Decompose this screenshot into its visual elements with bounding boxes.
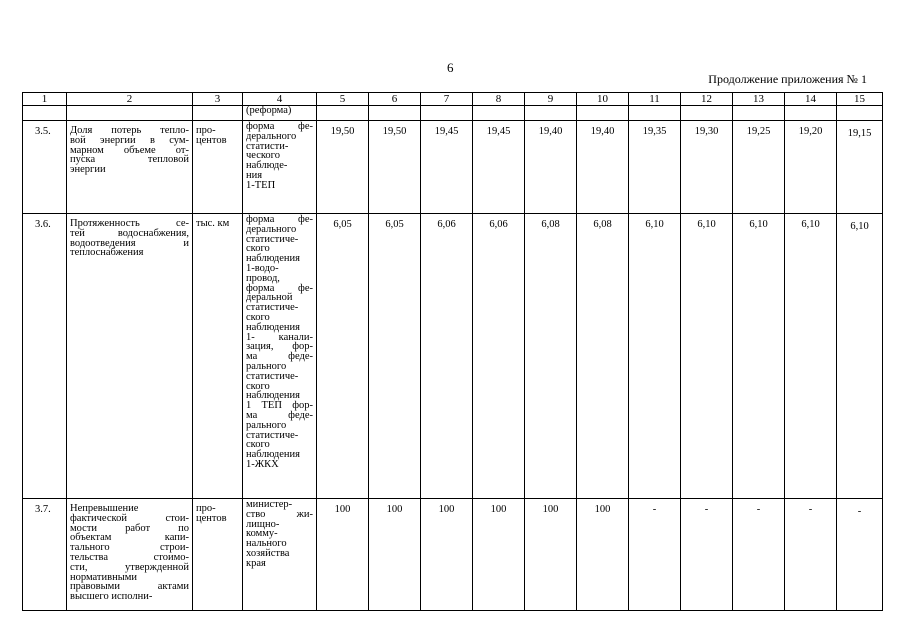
header-cell: 14 (785, 93, 837, 106)
unit-line: центов (196, 512, 227, 524)
header-cell: 3 (193, 93, 243, 106)
value-cell: 6,08 (577, 214, 629, 499)
source-cell-line: ского (246, 243, 270, 255)
indicator-name (67, 121, 193, 214)
value-cell: 19,45 (473, 121, 525, 214)
indicator-name-line: высшего исполни- (70, 591, 153, 603)
value-cell: - (837, 499, 883, 611)
continuation-cell (421, 106, 473, 121)
source-cell-line: наблюдения (246, 390, 300, 402)
value-cell: 6,10 (629, 214, 681, 499)
header-cell: 7 (421, 93, 473, 106)
value-cell: 100 (421, 499, 473, 611)
indicator-name-line: Непревышение (70, 503, 139, 514)
source-cell-line: комму- (246, 528, 278, 540)
source-cell-line: ского (246, 311, 270, 323)
header-cell: 1 (23, 93, 67, 106)
source-cell-line: статистиче- (246, 302, 299, 314)
continuation-cell (785, 106, 837, 121)
indicator-name-line: правовыми актами (70, 581, 189, 593)
row-number: 3.6. (23, 214, 67, 499)
header-cell: 15 (837, 93, 883, 106)
value-cell: 6,05 (317, 214, 369, 499)
value-cell: 19,50 (317, 121, 369, 214)
source-cell-line: ма феде- (246, 351, 313, 363)
source-cell-line: форма фе- (246, 121, 313, 132)
continuation-cell: (реформа) (243, 106, 317, 121)
source-cell-line: 1-ТЕП (246, 179, 276, 191)
value-cell: 6,10 (837, 214, 883, 499)
source-cell-line: наблюдения (246, 253, 300, 265)
source-cell-line: форма фе- (246, 214, 313, 225)
source-cell-line: статистиче- (246, 370, 299, 382)
source-cell-line: ма феде- (246, 409, 313, 421)
value-cell: 6,05 (369, 214, 421, 499)
unit-cell (193, 121, 243, 214)
continuation-cell (733, 106, 785, 121)
source-cell (243, 121, 317, 214)
source-cell (243, 214, 317, 499)
indicator-name (67, 499, 193, 611)
value-cell: 6,06 (421, 214, 473, 499)
row-number: 3.5. (23, 121, 67, 214)
indicator-name-line: водоотведения и (70, 237, 189, 249)
header-cell: 5 (317, 93, 369, 106)
value-cell: - (785, 499, 837, 611)
value-cell: 6,10 (785, 214, 837, 499)
source-cell-line: наблюдения (246, 449, 300, 461)
source-cell-line: провод, (246, 272, 280, 284)
source-cell-line: деральной (246, 292, 293, 304)
indicator-name-line: теплоснабжения (70, 247, 144, 259)
continuation-cell (681, 106, 733, 121)
source-cell-line: форма фе- (246, 282, 313, 294)
value-cell: 19,50 (369, 121, 421, 214)
indicators-table (22, 92, 883, 611)
page-number: 6 (447, 60, 454, 75)
source-cell-line: статистиче- (246, 429, 299, 441)
unit-line: про- (196, 503, 216, 514)
indicator-name-line: сти, утвержденной (70, 561, 189, 573)
value-cell: 19,35 (629, 121, 681, 214)
continuation-cell (23, 106, 67, 121)
source-cell-line: 1- канали- (246, 331, 313, 343)
table-row (23, 499, 883, 611)
continuation-cell (67, 106, 193, 121)
source-cell-line: хозяйства (246, 547, 290, 559)
source-cell-line: нального (246, 538, 287, 550)
unit-cell (193, 499, 243, 611)
source-cell-line: наблюдения (246, 321, 300, 333)
value-cell: 100 (577, 499, 629, 611)
indicator-name-line: Протяженность се- (70, 218, 189, 229)
row-number: 3.7. (23, 499, 67, 611)
indicator-name-line: тей водоснабжения, (70, 227, 189, 239)
unit-line: центов (196, 134, 227, 146)
value-cell: 100 (525, 499, 577, 611)
header-cell: 8 (473, 93, 525, 106)
indicator-name-line: объектам капи- (70, 532, 189, 544)
source-cell-line: статисти- (246, 140, 289, 152)
header-cell: 2 (67, 93, 193, 106)
source-cell-line: лищно- (246, 518, 280, 530)
source-cell-line: зация, фор- (246, 341, 313, 353)
source-cell-line: ство жи- (246, 508, 313, 520)
value-cell: 100 (473, 499, 525, 611)
header-cell: 13 (733, 93, 785, 106)
source-cell (243, 499, 317, 611)
continuation-cell (525, 106, 577, 121)
source-cell-line: ского (246, 439, 270, 451)
indicator-name-line: пуска тепловой (70, 154, 189, 166)
value-cell: 19,20 (785, 121, 837, 214)
header-cell: 11 (629, 93, 681, 106)
source-cell-line: рального (246, 419, 287, 431)
header-row (23, 93, 883, 106)
value-cell: 100 (369, 499, 421, 611)
indicator-name-line: марном объеме от- (70, 144, 189, 156)
value-cell: 19,30 (681, 121, 733, 214)
source-cell-line: 1-водо- (246, 262, 279, 274)
source-cell-line: 1-ЖКХ (246, 458, 279, 470)
source-cell-line: 1 ТЕП фор- (246, 400, 313, 412)
header-cell: 10 (577, 93, 629, 106)
value-cell: 6,10 (733, 214, 785, 499)
value-cell: 19,15 (837, 121, 883, 214)
source-cell-line: статистиче- (246, 233, 299, 245)
value-cell: 6,10 (681, 214, 733, 499)
header-cell: 9 (525, 93, 577, 106)
indicator-name-line: энергии (70, 164, 106, 176)
value-cell: 6,08 (525, 214, 577, 499)
indicator-name-line: тельства стоимо- (70, 551, 189, 563)
continuation-cell (317, 106, 369, 121)
value-cell: - (629, 499, 681, 611)
unit-line: про- (196, 125, 216, 136)
source-cell-line: дерального (246, 223, 297, 235)
value-cell: 19,40 (577, 121, 629, 214)
header-cell: 4 (243, 93, 317, 106)
source-cell-line: ния (246, 169, 263, 181)
value-cell: 6,06 (473, 214, 525, 499)
source-cell-line: рального (246, 360, 287, 372)
source-cell-line: наблюде- (246, 160, 288, 172)
table-row (23, 214, 883, 499)
indicator-name-line: тального строи- (70, 542, 189, 554)
continuation-cell (473, 106, 525, 121)
value-cell: - (681, 499, 733, 611)
table-row (23, 121, 883, 214)
appendix-note: Продолжение приложения № 1 (708, 72, 867, 86)
source-cell-line: ского (246, 380, 270, 392)
value-cell: 19,25 (733, 121, 785, 214)
indicator-name (67, 214, 193, 499)
value-cell: 19,40 (525, 121, 577, 214)
value-cell: 19,45 (421, 121, 473, 214)
source-cell-line: ческого (246, 150, 280, 162)
source-cell-line: края (246, 557, 266, 569)
value-cell: - (733, 499, 785, 611)
indicator-name-line: мости работ по (70, 522, 189, 534)
value-cell: 100 (317, 499, 369, 611)
header-cell: 6 (369, 93, 421, 106)
unit-cell (193, 214, 243, 499)
indicator-name-line: фактической стои- (70, 512, 189, 524)
unit-line: тыс. км (196, 218, 230, 229)
continuation-row (23, 106, 883, 121)
indicator-name-line: Доля потерь тепло- (70, 125, 189, 136)
header-cell: 12 (681, 93, 733, 106)
source-cell-line: дерального (246, 130, 297, 142)
continuation-cell (577, 106, 629, 121)
continuation-cell (837, 106, 883, 121)
indicator-name-line: вой энергии в сум- (70, 134, 189, 146)
indicator-name-line: нормативными (70, 571, 138, 583)
continuation-cell (629, 106, 681, 121)
source-cell-line: министер- (246, 499, 293, 510)
continuation-cell (193, 106, 243, 121)
continuation-cell (369, 106, 421, 121)
